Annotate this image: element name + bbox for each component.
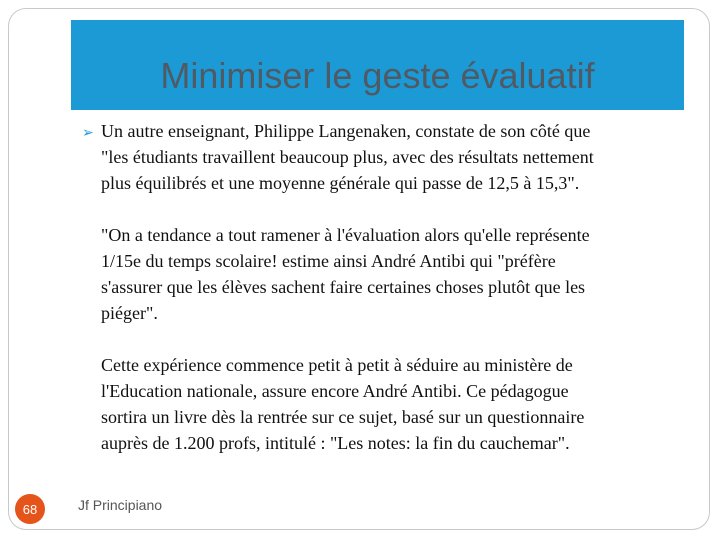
footer-author: Jf Principiano bbox=[78, 497, 163, 513]
paragraph-line: "les étudiants travaillent beaucoup plus, avec des résultats nettement bbox=[101, 147, 594, 167]
slide-body bbox=[82, 118, 652, 456]
paragraph-2 bbox=[82, 222, 652, 326]
paragraph-line: Cette expérience commence petit à petit à séduire au ministère de bbox=[101, 355, 573, 375]
paragraph-line: l'Education nationale, assure encore André Antibi. Ce pédagogue bbox=[101, 381, 569, 401]
paragraph-line: s'assurer que les élèves sachent faire certaines choses plutôt que les bbox=[101, 277, 586, 297]
paragraph-line: ➢ Un autre enseignant, Philippe Langenaken, constate de son côté que bbox=[82, 118, 652, 144]
title-band bbox=[71, 20, 684, 110]
page-number-badge: 68 bbox=[15, 494, 45, 524]
paragraph-line: auprès de 1.200 profs, intitulé : "Les notes: la fin du cauchemar". bbox=[101, 433, 570, 453]
paragraph-line: plus équilibrés et une moyenne générale qui passe de 12,5 à 15,3". bbox=[101, 173, 580, 193]
paragraph-line: "On a tendance a tout ramener à l'évaluation alors qu'elle représente bbox=[101, 225, 590, 245]
paragraph-3 bbox=[82, 352, 652, 456]
arrow-bullet-icon: ➢ bbox=[82, 125, 94, 141]
paragraph-line: 1/15e du temps scolaire! estime ainsi André Antibi qui "préfère bbox=[101, 251, 556, 271]
paragraph-line: sortira un livre dès la rentrée sur ce sujet, basé sur un questionnaire bbox=[101, 407, 585, 427]
slide-title: Minimiser le geste évaluatif bbox=[160, 55, 595, 96]
paragraph-1 bbox=[82, 118, 652, 196]
paragraph-line: piéger". bbox=[101, 303, 158, 323]
